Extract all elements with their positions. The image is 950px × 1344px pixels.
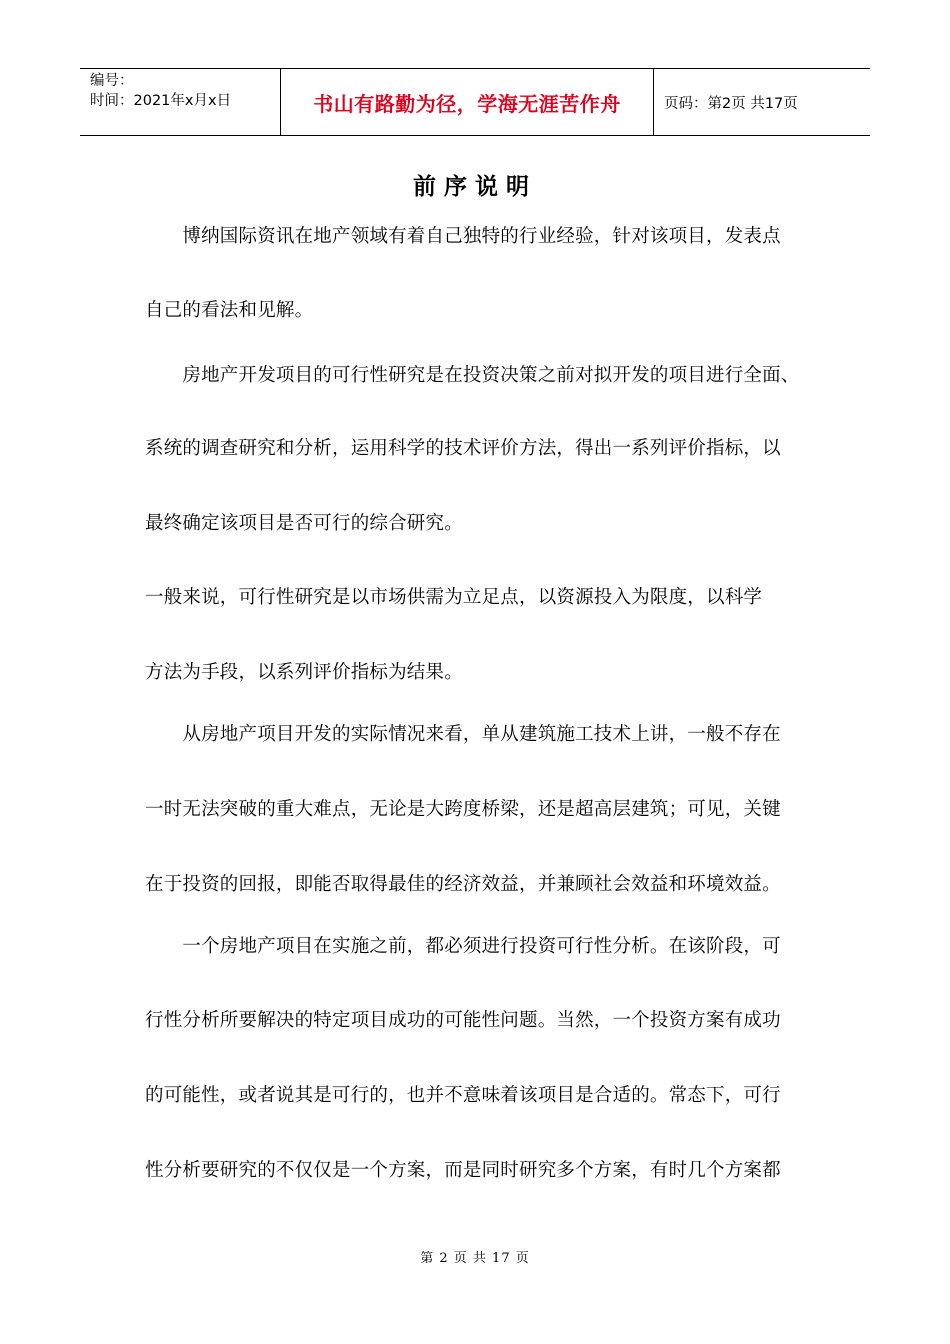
document-number-label: 编号： [90,73,134,89]
body-line: 最终确定该项目是否可行的综合研究。 [145,513,463,534]
body-line: 自己的看法和见解。 [145,300,314,321]
header-motto: 书山有路勤为径，学海无涯苦作舟 [313,91,621,116]
header-motto-cell [281,69,654,135]
header-page-info: 页码：第2页 共17页 [664,95,798,112]
body-line: 性分析要研究的不仅仅是一个方案，而是同时研究多个方案，有时几个方案都 [145,1160,781,1181]
body-line: 一个房地产项目在实施之前，都必须进行投资可行性分析。在该阶段，可 [145,936,781,957]
body-line: 一时无法突破的重大难点，无论是大跨度桥梁，还是超高层建筑；可见，关键 [145,799,781,820]
body-line: 从房地产项目开发的实际情况来看，单从建筑施工技术上讲，一般不存在 [145,724,781,745]
body-line: 在于投资的回报，即能否取得最佳的经济效益，并兼顾社会效益和环境效益。 [145,874,781,895]
body-line: 一般来说，可行性研究是以市场供需为立足点，以资源投入为限度，以科学 [145,587,763,608]
body-line: 行性分析所要解决的特定项目成功的可能性问题。当然，一个投资方案有成功 [145,1010,781,1031]
body-line: 方法为手段，以系列评价指标为结果。 [145,662,463,683]
body-line: 系统的调查研究和分析，运用科学的技术评价方法，得出一系列评价指标，以 [145,438,781,459]
document-date-label: 时间：2021年x月x日 [90,93,232,109]
document-header [80,68,870,136]
page-title: 前序说明 [413,173,537,200]
body-line: 的可能性，或者说其是可行的，也并不意味着该项目是合适的。常态下，可行 [145,1085,781,1106]
header-meta [80,69,281,135]
body-line: 房地产开发项目的可行性研究是在投资决策之前对拟开发的项目进行全面、 [145,365,800,386]
page-footer: 第 2 页 共 17 页 [420,1251,530,1266]
header-page-info-cell [654,69,870,135]
body-line: 博纳国际资讯在地产领域有着自己独特的行业经验，针对该项目，发表点 [145,226,781,247]
